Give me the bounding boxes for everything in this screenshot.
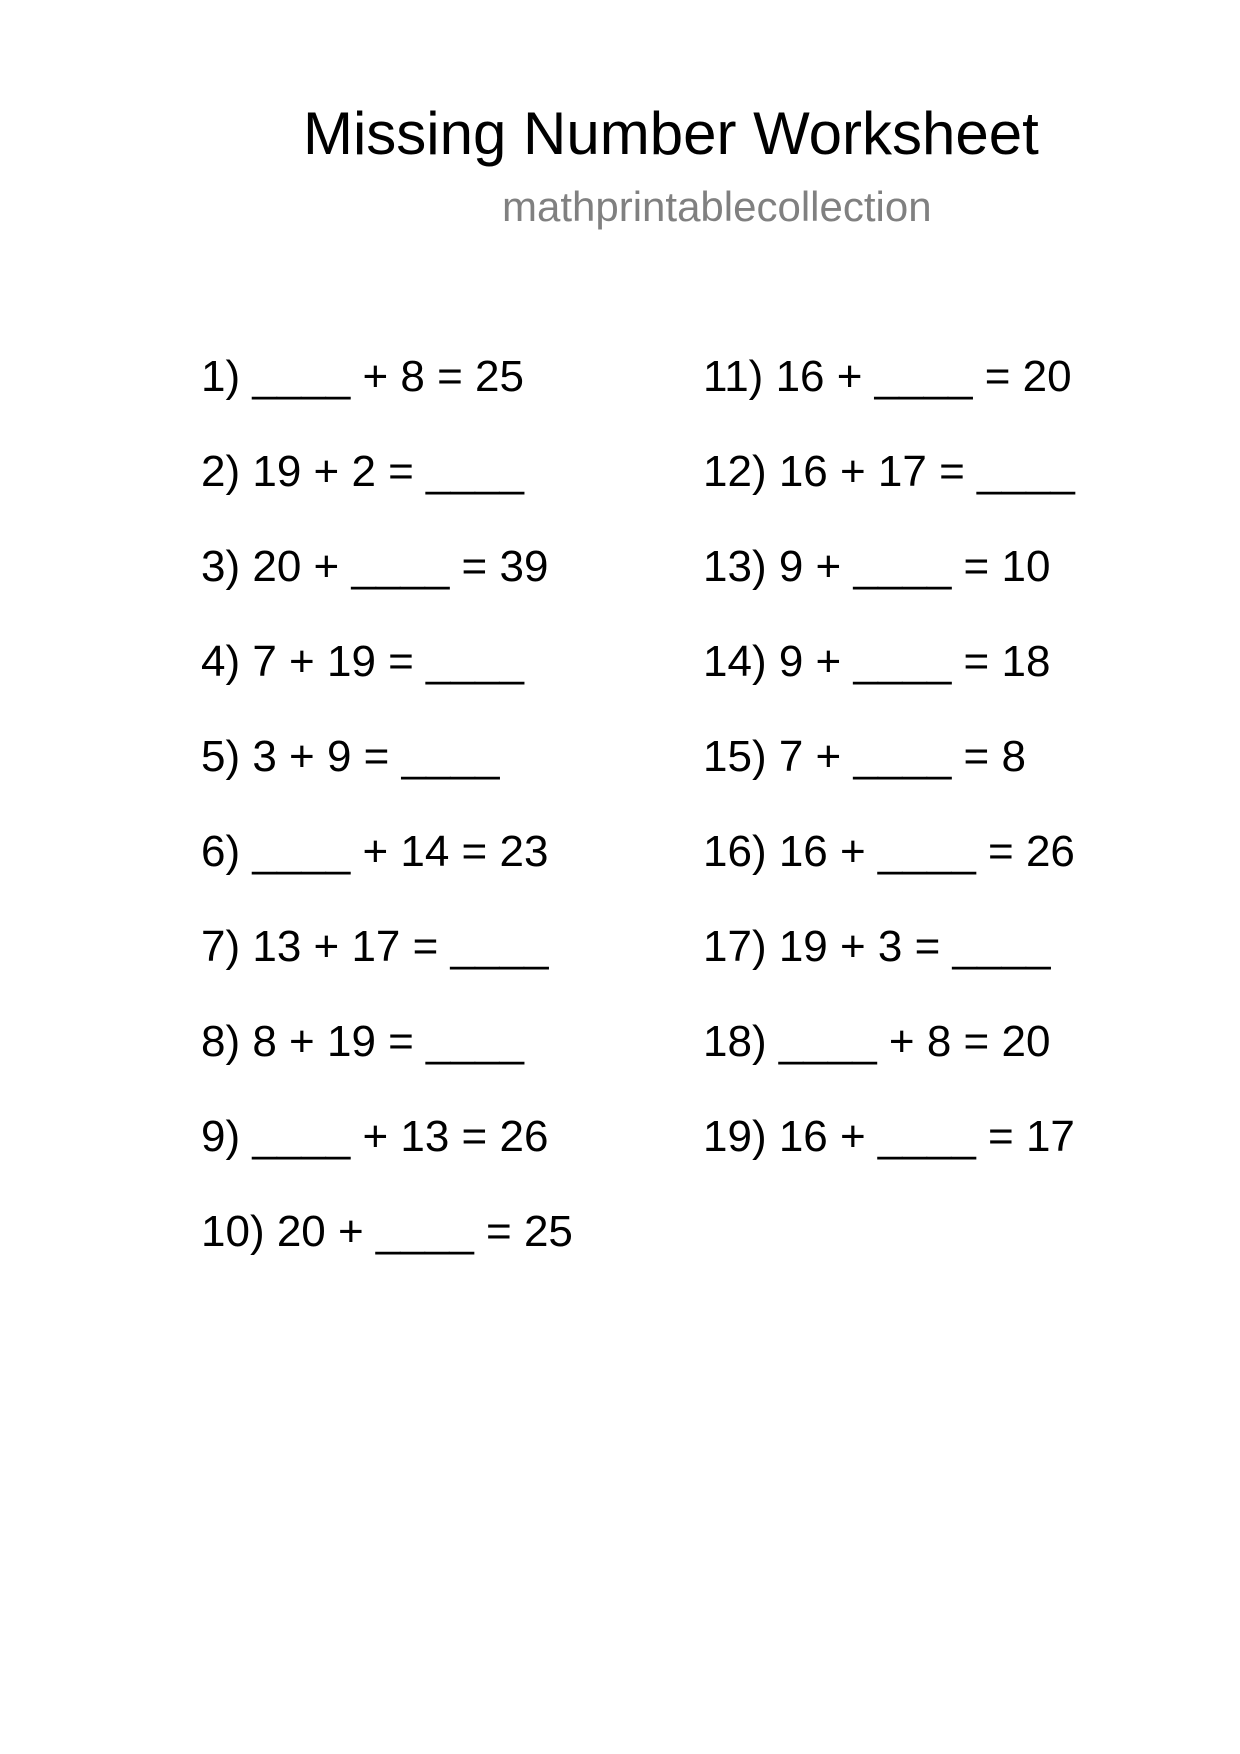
problem-number: 11): [703, 352, 764, 401]
problem-number: 19): [703, 1112, 767, 1161]
problem-item: [201, 447, 524, 496]
problem-item: [703, 922, 1051, 971]
problem-number: 2): [201, 447, 241, 496]
problem-number: 12): [703, 447, 767, 496]
problem-number: 18): [703, 1017, 767, 1066]
problem-item: [201, 542, 549, 591]
problem-equation: 13 + 17 = ____: [252, 922, 549, 971]
problem-number: 14): [703, 637, 767, 686]
problem-number: 6): [201, 827, 241, 876]
problem-number: 8): [201, 1017, 241, 1066]
problem-number: 15): [703, 732, 767, 781]
problem-item: [201, 922, 549, 971]
problem-item: [201, 1017, 524, 1066]
problem-item: [201, 1112, 549, 1161]
problem-item: [703, 827, 1075, 876]
problem-item: [201, 352, 524, 401]
problem-number: 10): [201, 1207, 265, 1256]
problem-number: 13): [703, 542, 767, 591]
problem-item: [703, 1017, 1051, 1066]
problem-item: [703, 1112, 1075, 1161]
problem-item: [201, 827, 549, 876]
page-subtitle: mathprintablecollection: [502, 183, 932, 230]
problem-equation: 9 + ____ = 18: [778, 637, 1051, 686]
problem-equation: ____ + 14 = 23: [252, 827, 549, 876]
problem-number: 7): [201, 922, 241, 971]
problem-number: 5): [201, 732, 241, 781]
problem-number: 3): [201, 542, 241, 591]
problem-equation: 20 + ____ = 39: [252, 542, 549, 591]
problem-equation: 8 + 19 = ____: [252, 1017, 524, 1066]
problem-equation: ____ + 13 = 26: [252, 1112, 549, 1161]
problem-number: 1): [201, 352, 241, 401]
problem-equation: 16 + 17 = ____: [778, 447, 1075, 496]
problem-equation: ____ + 8 = 20: [778, 1017, 1051, 1066]
problem-number: 9): [201, 1112, 241, 1161]
problem-equation: ____ + 8 = 25: [252, 352, 524, 401]
problem-item: [703, 637, 1051, 686]
problem-number: 4): [201, 637, 241, 686]
problem-item: [703, 447, 1075, 496]
problem-equation: 19 + 2 = ____: [252, 447, 524, 496]
problem-equation: 16 + ____ = 26: [778, 827, 1075, 876]
problem-item: [703, 732, 1026, 781]
problem-number: 16): [703, 827, 767, 876]
problem-equation: 16 + ____ = 17: [778, 1112, 1075, 1161]
problem-equation: 7 + ____ = 8: [778, 732, 1026, 781]
problem-item: [201, 732, 500, 781]
problem-item: [201, 637, 524, 686]
problem-item: [703, 352, 1072, 401]
problem-equation: 20 + ____ = 25: [276, 1207, 573, 1256]
problem-number: 17): [703, 922, 767, 971]
page-title: Missing Number Worksheet: [303, 100, 1039, 167]
problem-item: [703, 542, 1051, 591]
problem-equation: 16 + ____ = 20: [775, 352, 1072, 401]
problem-equation: 7 + 19 = ____: [252, 637, 524, 686]
problem-equation: 9 + ____ = 10: [778, 542, 1051, 591]
problem-equation: 3 + 9 = ____: [252, 732, 500, 781]
problem-equation: 19 + 3 = ____: [778, 922, 1051, 971]
problem-item: [201, 1207, 573, 1256]
